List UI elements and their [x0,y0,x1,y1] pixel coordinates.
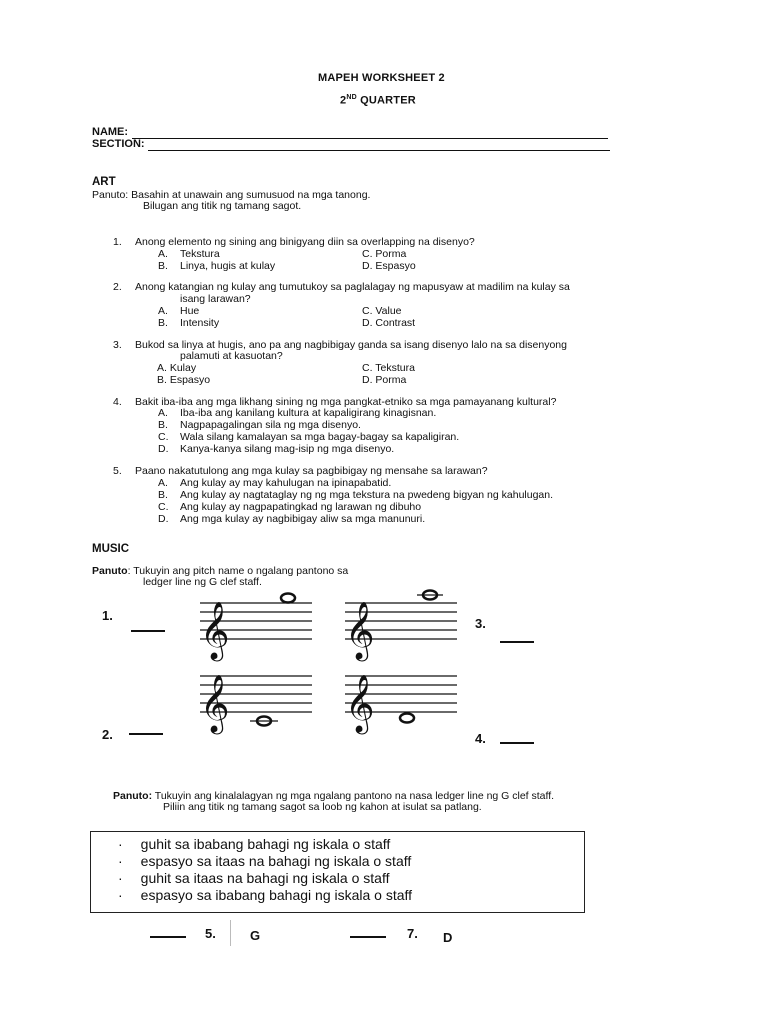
music-instruction-2: ledger line ng G clef staff. [143,576,262,588]
option-text[interactable]: Ang mga kulay ay nagbibigay aliw sa mga manunuri. [180,513,426,525]
option-text[interactable]: B. Espasyo [157,374,211,386]
item-number: 5. [205,926,216,941]
divider [230,920,231,946]
treble-clef-icon: 𝄞 [200,601,230,659]
option-text[interactable]: D. Contrast [362,317,416,329]
option-text[interactable]: C. Tekstura [362,362,415,374]
section-label: SECTION: [92,138,145,150]
name-field[interactable] [132,138,608,139]
music-heading: MUSIC [92,543,130,555]
answer-blank[interactable] [350,936,386,938]
music-instruction-1: Panuto: Tukuyin ang pitch name o ngalang pantono sa [92,565,349,577]
art-instruction-2: Bilugan ang titik ng tamang sagot. [143,200,302,212]
treble-clef-icon: 𝄞 [345,674,375,732]
question-number: 3. [113,339,122,351]
item-number: 4. [475,731,486,746]
music-part2-instruction-1: Panuto: Tukuyin ang kinalalagyan ng mga ngalang pantono na nasa ledger line ng G clef staff. [113,790,555,802]
option-text[interactable]: Intensity [180,317,220,329]
question-number: 1. [113,236,122,248]
item-number: 2. [102,727,113,742]
option-letter[interactable]: B. [158,419,168,431]
whole-note-icon [281,594,295,603]
question-text: Paano nakatutulong ang mga kulay sa pagbibigay ng mensahe sa larawan? [135,465,488,477]
whole-note-icon [400,714,414,723]
option-text[interactable]: C. Porma [362,248,407,260]
item-number: 7. [407,926,418,941]
option-letter[interactable]: C. [158,431,169,443]
option-text[interactable]: Iba-iba ang kanilang kultura at kapaligirang kinagisnan. [180,407,437,419]
answer-blank[interactable] [150,936,186,938]
treble-clef-icon: 𝄞 [345,601,375,659]
option-text[interactable]: Ang kulay ay nagpapatingkad ng larawan ng dibuho [180,501,422,513]
question-text: Bukod sa linya at hugis, ano pa ang nagbibigay ganda sa isang disenyo lalo na sa disenyong [135,339,567,351]
option-text[interactable]: Hue [180,305,200,317]
choice-item: · espasyo sa itaas na bahagi ng iskala o staff [118,853,412,869]
option-text[interactable]: A. Kulay [157,362,197,374]
note-letter: G [250,928,261,943]
option-text[interactable]: Tekstura [180,248,220,260]
music-staff [200,595,315,659]
option-text[interactable]: C. Value [362,305,402,317]
answer-blank[interactable] [129,733,163,735]
music-staff [200,668,315,732]
answer-blank[interactable] [500,742,534,744]
option-letter[interactable]: B. [158,260,168,272]
note-letter: D [443,930,453,945]
choice-item: · guhit sa ibabang bahagi ng iskala o staff [118,836,391,852]
question-text: Bakit iba-iba ang mga likhang sining ng mga pangkat-etniko sa mga pamayanang kultural? [135,396,557,408]
question-text: Anong katangian ng kulay ang tumutukoy sa paglalagay ng mapusyaw at madilim na kulay sa [135,281,570,293]
option-letter[interactable]: A. [158,305,168,317]
choices-box [90,831,585,913]
option-letter[interactable]: A. [158,407,168,419]
choice-item: · espasyo sa ibabang bahagi ng iskala o staff [118,887,413,903]
treble-clef-icon: 𝄞 [200,674,230,732]
music-staff [345,668,460,732]
question-text-cont: palamuti at kasuotan? [180,350,283,362]
worksheet-title: MAPEH WORKSHEET 2 [318,72,445,84]
option-letter[interactable]: B. [158,317,168,329]
option-letter[interactable]: D. [158,513,169,525]
option-letter[interactable]: D. [158,443,169,455]
music-staff [345,595,460,659]
option-letter[interactable]: A. [158,477,168,489]
option-letter[interactable]: B. [158,489,168,501]
art-instruction-1: Panuto: Basahin at unawain ang sumusuod na mga tanong. [92,189,371,201]
question-number: 5. [113,465,122,477]
option-letter[interactable]: C. [158,501,169,513]
section-field[interactable] [148,150,610,151]
question-number: 4. [113,396,122,408]
art-heading: ART [92,176,116,188]
option-letter[interactable]: A. [158,248,168,260]
question-text: Anong elemento ng sining ang binigyang diin sa overlapping na disenyo? [135,236,475,248]
choice-item: · guhit sa itaas na bahagi ng iskala o staff [118,870,390,886]
item-number: 3. [475,616,486,631]
item-number: 1. [102,608,113,623]
option-text[interactable]: Ang kulay ay may kahulugan na ipinapabatid. [180,477,392,489]
option-text[interactable]: Wala silang kamalayan sa mga bagay-bagay sa kapaligiran. [180,431,460,443]
option-text[interactable]: Ang kulay ay nagtataglay ng ng mga tekstura na pwedeng bigyan ng kahulugan. [180,489,554,501]
answer-blank[interactable] [500,641,534,643]
question-number: 2. [113,281,122,293]
music-part2-instruction-2: Piliin ang titik ng tamang sagot sa loob ng kahon at isulat sa patlang. [163,801,482,813]
option-text[interactable]: Kanya-kanya silang mag-isip ng mga disenyo. [180,443,395,455]
answer-blank[interactable] [131,630,165,632]
option-text[interactable]: Linya, hugis at kulay [180,260,276,272]
option-text[interactable]: Nagpapagalingan sila ng mga disenyo. [180,419,361,431]
quarter-label: 2ND QUARTER [340,94,416,107]
question-text-cont: isang larawan? [180,293,251,305]
option-text[interactable]: D. Porma [362,374,407,386]
name-label: NAME: [92,126,129,138]
option-text[interactable]: D. Espasyo [362,260,416,272]
